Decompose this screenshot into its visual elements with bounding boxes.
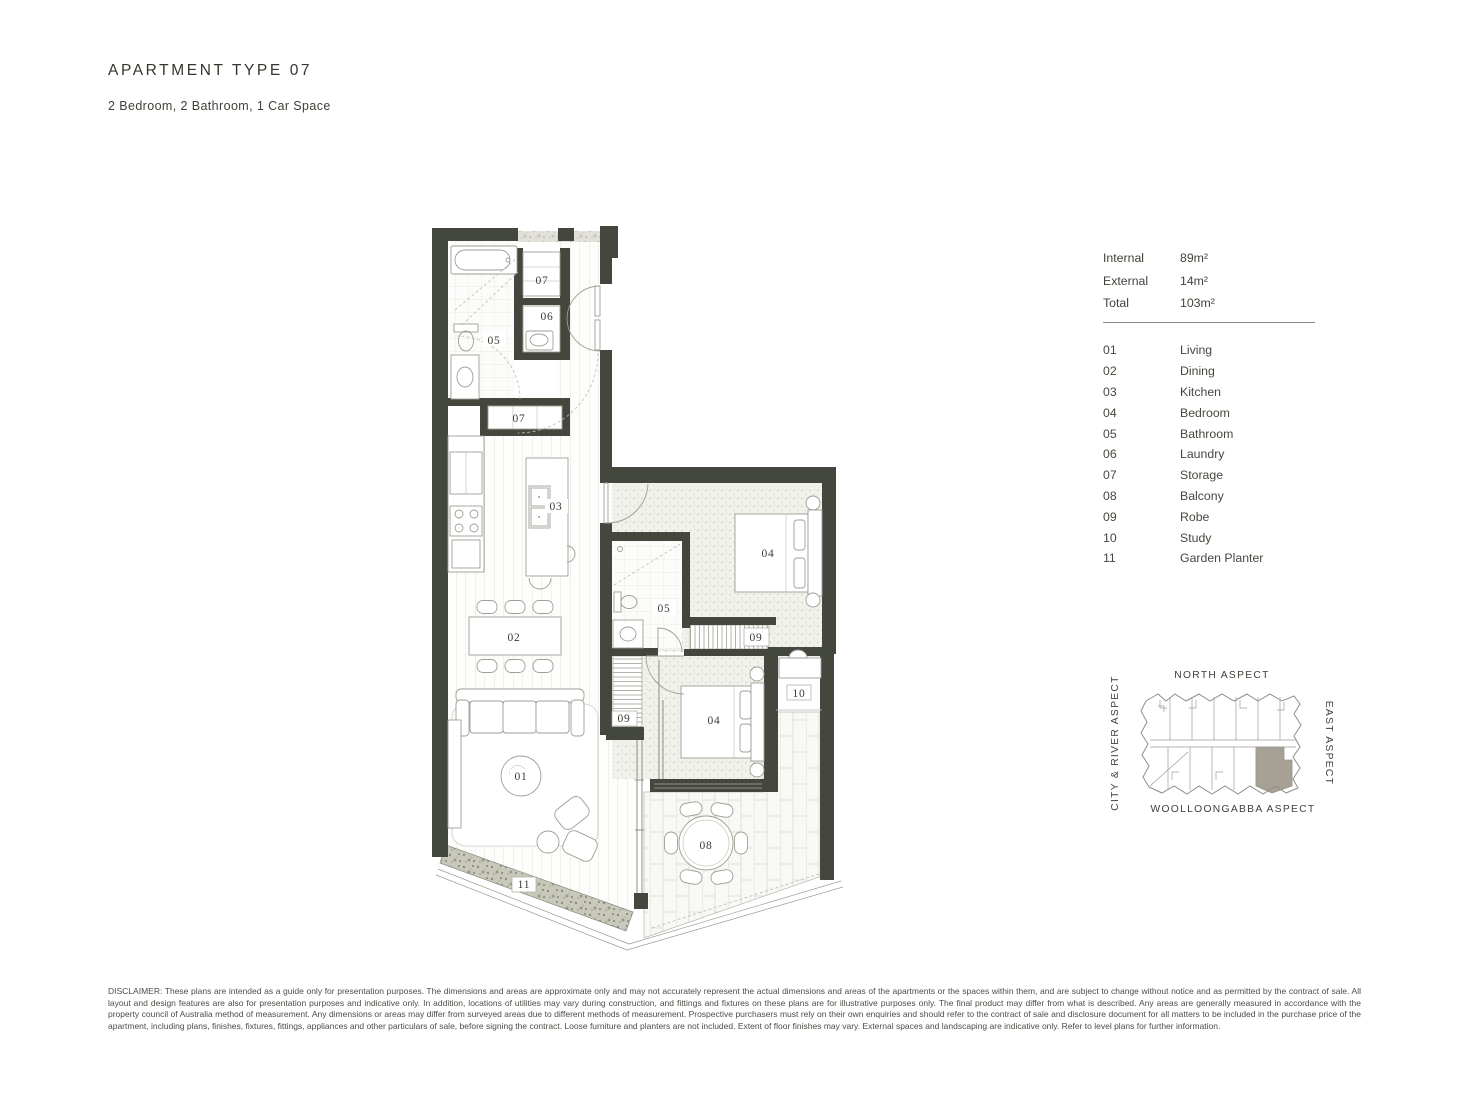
legend-row	[1103, 506, 1333, 527]
legend-name: Balcony	[1180, 488, 1224, 503]
label-planter: 11	[517, 879, 531, 891]
bedside-table	[750, 667, 764, 681]
side-table	[537, 831, 559, 853]
legend-num: 08	[1103, 488, 1117, 503]
label-laundry: 06	[540, 311, 554, 323]
area-value: 103m²	[1180, 296, 1215, 310]
bedside-table	[750, 763, 764, 777]
label-bedroom1: 04	[761, 548, 775, 560]
highlighted-unit	[1256, 747, 1292, 793]
area-value: 89m²	[1180, 251, 1209, 265]
label-robe-lower: 09	[617, 713, 631, 725]
page-title: APARTMENT TYPE 07	[108, 62, 313, 79]
outdoor-chair	[665, 832, 678, 854]
legend-row	[1103, 486, 1333, 507]
bedside-table	[806, 496, 820, 510]
legend-row	[1103, 444, 1333, 465]
desk	[779, 658, 821, 678]
sofa-back	[456, 689, 584, 702]
tv-unit	[448, 720, 461, 828]
legend-name: Garden Planter	[1180, 551, 1264, 566]
bedside-table	[806, 593, 820, 607]
label-storage-top: 07	[535, 275, 549, 287]
bedhead	[808, 510, 822, 596]
legend-row	[1103, 465, 1333, 486]
pillow	[794, 558, 805, 588]
legend-name: Bedroom	[1180, 405, 1230, 420]
label-study: 10	[792, 688, 806, 700]
legend-name: Laundry	[1180, 447, 1225, 462]
legend-num: 05	[1103, 426, 1117, 441]
legend-num: 02	[1103, 364, 1117, 379]
label-balcony: 08	[699, 840, 713, 852]
pillow	[794, 520, 805, 550]
area-row	[1103, 296, 1318, 310]
area-label: External	[1103, 273, 1149, 288]
legend-row	[1103, 382, 1333, 403]
room-legend	[1103, 340, 1333, 569]
legend-row	[1103, 340, 1333, 361]
legend-num: 01	[1103, 343, 1117, 358]
label-ensuite: 05	[657, 603, 671, 615]
legend-name: Dining	[1180, 364, 1215, 379]
legend-name: Kitchen	[1180, 384, 1222, 399]
outdoor-chair	[735, 832, 748, 854]
legend-num: 06	[1103, 447, 1117, 462]
legend-name: Living	[1180, 343, 1213, 358]
east-aspect-label: EAST ASPECT	[1323, 700, 1334, 786]
woolloongabba-aspect-label: WOOLLOONGABBA ASPECT	[1150, 804, 1316, 815]
legend-divider	[1103, 322, 1315, 323]
vanity	[451, 355, 479, 399]
bedhead	[751, 683, 764, 761]
area-row	[1103, 251, 1318, 265]
city-river-aspect-label: CITY & RIVER ASPECT	[1110, 675, 1121, 811]
label-kitchen: 03	[549, 501, 563, 513]
disclaimer-text: DISCLAIMER: These plans are intended as a guide only for presentation purposes. The dimensions and areas are approximate only and may not accurately represent the actual dimensions and areas of the apartments or the spaces within them, and are subject to change without notice and as permitted by the contract of sale. All layout and design features are also for presentation purposes and indicative only. In addition, locations of utilities may vary during construction, and fittings and fixtures on these plans are for illustrative purposes only. The final product may differ from what is described. Any areas are generally measured in accordance with the property council of Australia method of measurement. Any dimensions or areas may differ from surveyed areas due to different methods of measurement. Prospective purchasers must rely on their own enquiries and should refer to the contract of sale and disclosure document for all matters to be included in the purchase price of the apartment, including plans, finishes, fixtures, fittings, appliances and other particulars of sale, before signing the contract. Loose furniture and planters are not included. Extent of floor finishes may vary. External spaces and landscaping are indicative only. Refer to level plans for further information.	[108, 986, 1361, 1032]
area-label: Internal	[1103, 251, 1145, 265]
legend-name: Study	[1180, 530, 1212, 545]
pillow	[740, 724, 751, 752]
label-bathroom: 05	[487, 335, 501, 347]
legend-row	[1103, 361, 1333, 382]
page-subtitle: 2 Bedroom, 2 Bathroom, 1 Car Space	[108, 99, 331, 113]
bedroom1-door-leaf	[604, 483, 608, 523]
legend-num: 11	[1103, 551, 1116, 566]
areas-table	[1103, 251, 1318, 319]
aspect-diagram	[1095, 658, 1345, 823]
pillow	[740, 691, 751, 719]
ensuite-vanity	[613, 620, 643, 648]
legend-num: 07	[1103, 468, 1117, 483]
legend-num: 10	[1103, 530, 1117, 545]
floor-plan	[420, 215, 860, 975]
study	[776, 650, 822, 710]
entry-door-leaf	[595, 286, 600, 316]
label-living: 01	[514, 771, 528, 783]
legend-num: 03	[1103, 384, 1117, 399]
legend-row	[1103, 548, 1333, 569]
legend-row	[1103, 423, 1333, 444]
area-label: Total	[1103, 296, 1129, 310]
legend-row	[1103, 402, 1333, 423]
legend-row	[1103, 527, 1333, 548]
building-key-plan	[1141, 694, 1301, 794]
label-storage-mid: 07	[512, 413, 526, 425]
island-bench	[526, 458, 568, 576]
legend-name: Robe	[1180, 509, 1210, 524]
label-dining: 02	[507, 632, 521, 644]
entry-door-leaf	[595, 320, 600, 350]
area-value: 14m²	[1180, 273, 1209, 288]
legend-num: 09	[1103, 509, 1117, 524]
area-row	[1103, 274, 1318, 288]
legend-name: Storage	[1180, 468, 1224, 483]
legend-num: 04	[1103, 405, 1117, 420]
legend-name: Bathroom	[1180, 426, 1234, 441]
label-robe-upper: 09	[749, 632, 763, 644]
north-aspect-label: NORTH ASPECT	[1174, 670, 1270, 681]
storage-top-box	[523, 252, 560, 296]
label-bedroom2: 04	[707, 715, 721, 727]
